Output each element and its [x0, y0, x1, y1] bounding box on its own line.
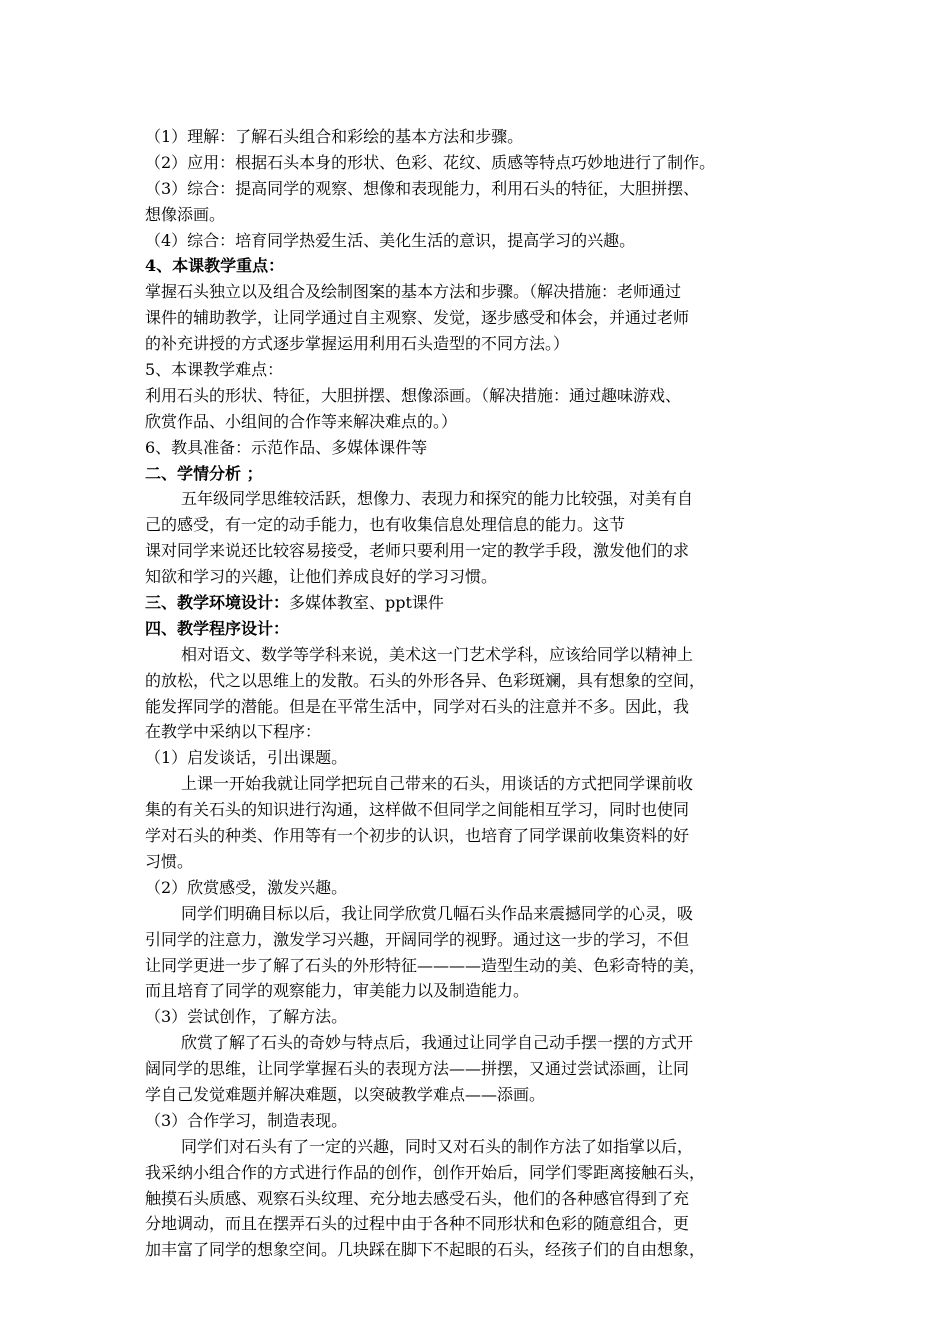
line-text: 能发挥同学的潜能。但是在平常生活中，同学对石头的注意并不多。因此，我: [145, 696, 690, 716]
text-line: [145, 590, 815, 616]
line-text: （4）综合：培育同学热爱生活、美化生活的意识，提高学习的兴趣。: [145, 230, 636, 250]
text-line: [145, 461, 815, 487]
line-text: 课件的辅助教学，让同学通过自主观察、发觉，逐步感受和体会，并通过老师: [145, 308, 690, 328]
text-line: [145, 953, 815, 979]
text-line: [145, 253, 815, 279]
text-line: [145, 1211, 815, 1237]
line-text: 课对同学来说还比较容易接受，老师只要利用一定的教学手段，激发他们的求: [145, 541, 690, 561]
line-text: 触摸石头质感、观察石头纹理、充分地去感受石头，他们的各种感官得到了充: [145, 1188, 690, 1208]
text-line: [145, 668, 815, 694]
text-line: [145, 823, 815, 849]
heading-detail: 多媒体教室、ppt课件: [289, 593, 444, 613]
line-text: 的放松，代之以思维上的发散。石头的外形各异、色彩斑斓，具有想象的空间，: [145, 670, 706, 690]
line-text: （3）尝试创作，了解方法。: [145, 1007, 348, 1027]
line-text: （3）综合：提高同学的观察、想像和表现能力，利用石头的特征，大胆拼摆、: [145, 178, 700, 198]
document-body: [145, 124, 815, 1263]
line-text: 欣赏作品、小组间的合作等来解决难点的。）: [145, 411, 458, 431]
text-line: [145, 383, 815, 409]
text-line: [145, 849, 815, 875]
line-text: （1）启发谈话，引出课题。: [145, 748, 348, 768]
line-text: 欣赏了解了石头的奇妙与特点后，我通过让同学自己动手摆一摆的方式开: [181, 1033, 694, 1053]
line-text: 己的感受，有一定的动手能力，也有收集信息处理信息的能力。这节: [145, 515, 626, 535]
text-line: [145, 719, 815, 745]
text-line: [145, 1134, 815, 1160]
line-text: 上课一开始我就让同学把玩自己带来的石头，用谈话的方式把同学课前收: [181, 774, 694, 794]
line-text: 加丰富了同学的想象空间。几块踩在脚下不起眼的石头，经孩子们的自由想象，: [145, 1240, 706, 1260]
text-line: [145, 1056, 815, 1082]
text-line: [145, 228, 815, 254]
text-line: [145, 901, 815, 927]
text-line: [145, 305, 815, 331]
text-line: [145, 486, 815, 512]
text-line: [145, 409, 815, 435]
text-line: [145, 512, 815, 538]
text-line: [145, 202, 815, 228]
line-text: 在教学中采纳以下程序：: [145, 722, 322, 742]
text-line: [145, 435, 815, 461]
text-line: [145, 124, 815, 150]
line-text: 利用石头的形状、特征，大胆拼摆、想像添画。（解决措施：通过趣味游戏、: [145, 385, 682, 405]
line-text: 习惯。: [145, 851, 194, 871]
line-text: 的补充讲授的方式逐步掌握运用利用石头造型的不同方法。）: [145, 334, 570, 354]
text-line: [145, 1082, 815, 1108]
line-text: 学自己发觉难题并解决难题，以突破教学难点——添画。: [145, 1084, 546, 1104]
text-line: [145, 616, 815, 642]
line-text: 想像添画。: [145, 204, 226, 224]
section-heading: 四、教学程序设计：: [145, 618, 290, 638]
line-text: 引同学的注意力，激发学习兴趣，开阔同学的视野。通过这一步的学习，不但: [145, 929, 690, 949]
text-line: [145, 771, 815, 797]
text-line: [145, 1186, 815, 1212]
section-heading: 二、学情分析 ；: [145, 463, 263, 483]
line-text: 同学们对石头有了一定的兴趣，同时又对石头的制作方法了如指掌以后，: [181, 1136, 694, 1156]
line-text: 同学们明确目标以后，我让同学欣赏几幅石头作品来震撼同学的心灵，吸: [181, 903, 694, 923]
text-line: [145, 978, 815, 1004]
line-text: 集的有关石头的知识进行沟通，这样做不但同学之间能相互学习，同时也使同: [145, 800, 690, 820]
text-line: [145, 927, 815, 953]
text-line: [145, 875, 815, 901]
line-text: 五年级同学思维较活跃，想像力、表现力和探究的能力比较强，对美有自: [181, 489, 694, 509]
text-line: [145, 279, 815, 305]
text-line: [145, 150, 815, 176]
line-text: 阔同学的思维，让同学掌握石头的表现方法——拼摆，又通过尝试添画，让同: [145, 1059, 690, 1079]
text-line: [145, 694, 815, 720]
text-line: [145, 357, 815, 383]
line-text: 5、本课教学难点：: [145, 360, 284, 380]
line-text: 掌握石头独立以及组合及绘制图案的基本方法和步骤。（解决措施：老师通过: [145, 282, 682, 302]
text-line: [145, 331, 815, 357]
section-heading: 三、教学环境设计：: [145, 593, 290, 613]
text-line: [145, 642, 815, 668]
section-heading: 4、本课教学重点：: [145, 256, 285, 276]
text-line: [145, 1030, 815, 1056]
text-line: [145, 745, 815, 771]
text-line: [145, 1004, 815, 1030]
line-text: 6、教具准备：示范作品、多媒体课件等: [145, 437, 428, 457]
text-line: [145, 538, 815, 564]
text-line: [145, 564, 815, 590]
text-line: [145, 1108, 815, 1134]
line-text: 学对石头的种类、作用等有一个初步的认识，也培育了同学课前收集资料的好: [145, 826, 690, 846]
text-line: [145, 797, 815, 823]
text-line: [145, 176, 815, 202]
text-line: [145, 1160, 815, 1186]
line-text: （3）合作学习，制造表现。: [145, 1110, 348, 1130]
line-text: 让同学更进一步了解了石头的外形特征————造型生动的美、色彩奇特的美，: [145, 955, 706, 975]
line-text: 我采纳小组合作的方式进行作品的创作，创作开始后，同学们零距离接触石头，: [145, 1162, 706, 1182]
line-text: 而且培育了同学的观察能力，审美能力以及制造能力。: [145, 981, 530, 1001]
line-text: （2）欣赏感受，激发兴趣。: [145, 877, 348, 897]
line-text: 知欲和学习的兴趣，让他们养成良好的学习习惯。: [145, 567, 498, 587]
text-line: [145, 1237, 815, 1263]
line-text: （1）理解：了解石头组合和彩绘的基本方法和步骤。: [145, 127, 524, 146]
line-text: 相对语文、数学等学科来说，美术这一门艺术学科，应该给同学以精神上: [181, 644, 694, 664]
line-text: （2）应用：根据石头本身的形状、色彩、花纹、质感等特点巧妙地进行了制作。: [145, 152, 716, 172]
line-text: 分地调动，而且在摆弄石头的过程中由于各种不同形状和色彩的随意组合，更: [145, 1214, 690, 1234]
